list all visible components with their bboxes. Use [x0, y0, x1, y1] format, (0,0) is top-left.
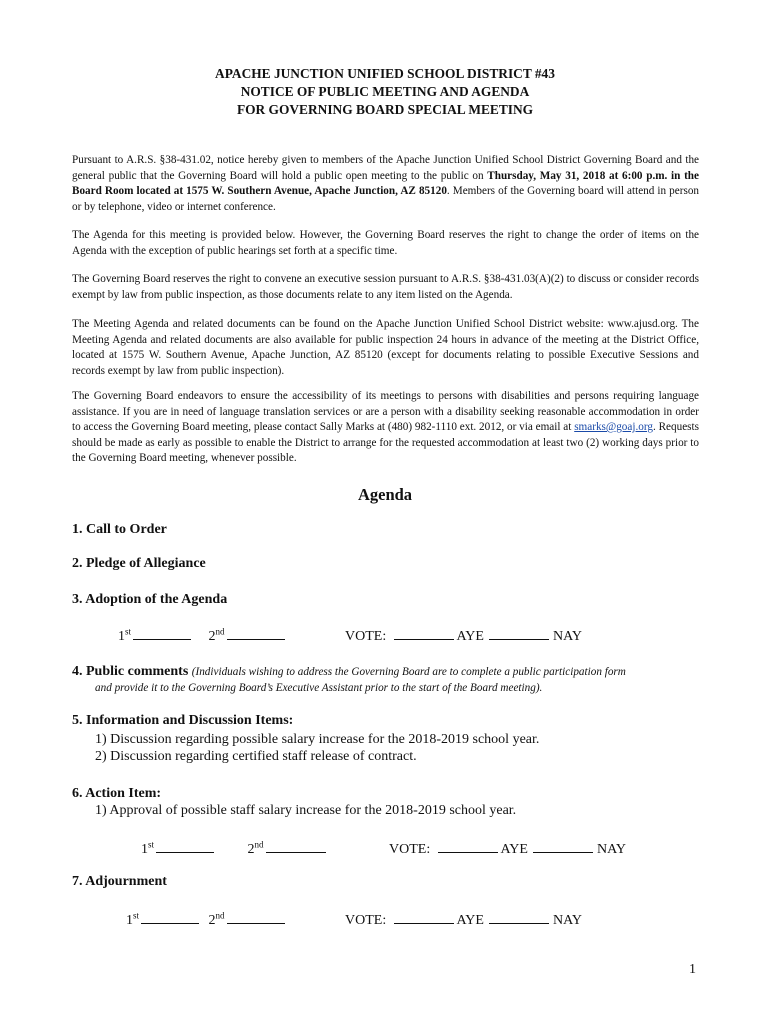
notice-paragraph-5	[72, 389, 699, 467]
notice-paragraph-3: The Governing Board reserves the right to convene an executive session pursuant to A.R.S. §38-431.03(A)(2) to discuss or consider records exempt by law from public inspection, as those documents relate to any item listed on the Agenda.	[72, 273, 699, 301]
notice-paragraph-1	[72, 153, 699, 215]
email-link[interactable]: smarks@goaj.org	[574, 421, 653, 433]
nay-blank	[489, 626, 549, 640]
agenda-item-call-to-order: 1. Call to Order	[72, 522, 167, 537]
vote-line-adoption	[118, 626, 285, 645]
header-line-3: FOR GOVERNING BOARD SPECIAL MEETING	[236, 102, 534, 117]
header-line-1: APACHE JUNCTION UNIFIED SCHOOL DISTRICT #43	[215, 66, 555, 81]
agenda-title: Agenda	[357, 485, 413, 504]
nay-blank	[489, 910, 549, 924]
agenda-item-information: 5. Information and Discussion Items:	[72, 713, 294, 728]
first-sup: st	[125, 626, 132, 637]
notice-p5-text: The Governing Board endeavors to ensure the accessibility of its meetings to persons with disabilities and persons requiring language assistance. If you are in need of language translation services or are a person with a disability seeking reasonable accommodation in order to access the Governing Board meeting, please contact Sally Marks at (480) 982-1110 ext. 2012, or via email at	[72, 390, 699, 433]
public-comments-note: (Individuals wishing to address the Governing Board are to complete a public participation form	[191, 666, 626, 678]
public-comments-note-2: and provide it to the Governing Board’s Executive Assistant prior to the start of the Board meeting).	[95, 682, 543, 694]
vote-tally-action	[389, 839, 626, 858]
second-label: 2	[208, 629, 216, 644]
second-sup: nd	[215, 910, 225, 921]
vote-tally-adjournment	[345, 910, 582, 929]
first-sup: st	[133, 910, 140, 921]
aye-label: AYE	[456, 913, 484, 928]
second-sup: nd	[215, 626, 225, 637]
second-sup: nd	[254, 839, 264, 850]
nay-label: NAY	[552, 913, 582, 928]
notice-paragraph-4: The Meeting Agenda and related documents can be found on the Apache Junction Unified School District website: www.ajusd.org. The Meeting Agenda and related documents are also available for public inspection 24 hours in advance of the meeting at the District Office, located at 1575 W. Southern Avenue, Apache Junction, AZ 85120 (except for documents relating to possible Executive Sessions and records exempt by law from public inspection).	[72, 318, 699, 377]
vote-line-adjournment	[126, 910, 285, 929]
vote-label: VOTE:	[345, 629, 387, 644]
agenda-item-adoption: 3. Adoption of the Agenda	[72, 592, 228, 607]
second-label: 2	[247, 842, 255, 857]
notice-p1-text-end: . Members of the Governing board will attend in person or by telephone, video or internet conference.	[72, 185, 700, 213]
first-blank	[141, 910, 199, 924]
first-label: 1	[141, 842, 148, 857]
notice-paragraph-2: The Agenda for this meeting is provided below. However, the Governing Board reserves the right to change the order of items on the Agenda with the exception of public hearings set forth at a specific time.	[72, 229, 699, 257]
information-sub-1: 1) Discussion regarding possible salary increase for the 2018-2019 school year.	[95, 732, 540, 747]
notice-p1-bold: Thursday, May 31, 2018 at 6:00 p.m. in the Board Room located at 1575 W. Southern Avenue, Apache Junction, AZ 85120	[72, 169, 699, 197]
nay-blank	[533, 839, 593, 853]
second-blank	[227, 626, 285, 640]
aye-label: AYE	[456, 629, 484, 644]
first-blank	[156, 839, 214, 853]
second-label: 2	[208, 913, 216, 928]
first-label: 1	[126, 913, 133, 928]
header-line-2: NOTICE OF PUBLIC MEETING AND AGENDA	[240, 84, 530, 99]
first-sup: st	[148, 839, 155, 850]
first-blank	[133, 626, 191, 640]
agenda-item-adjournment: 7. Adjournment	[72, 874, 167, 889]
agenda-item-public-comments	[72, 664, 626, 680]
nay-label: NAY	[596, 842, 626, 857]
agenda-item-pledge: 2. Pledge of Allegiance	[72, 556, 206, 571]
agenda-item-action: 6. Action Item:	[72, 786, 162, 801]
vote-line-action	[141, 839, 326, 858]
aye-blank	[394, 910, 454, 924]
aye-blank	[394, 626, 454, 640]
first-label: 1	[118, 629, 125, 644]
nay-label: NAY	[552, 629, 582, 644]
vote-label: VOTE:	[345, 913, 387, 928]
vote-tally-adoption	[345, 626, 582, 645]
page-number: 1	[689, 962, 696, 977]
notice-p1-text: Pursuant to A.R.S. §38-431.02, notice hereby given to members of the Apache Junction Unified School District Governing Board and the general public that the Governing Board will hold a public open meeting to the public on	[72, 154, 699, 182]
second-blank	[227, 910, 285, 924]
notice-p5-text-end: . Requests should be made as early as possible to enable the District to arrange for the requested accommodation at least two (2) working days prior to the Governing Board meeting, whenever possible.	[72, 421, 699, 464]
public-comments-label: 4. Public comments	[72, 664, 189, 679]
second-blank	[266, 839, 326, 853]
vote-label: VOTE:	[389, 842, 431, 857]
aye-blank	[438, 839, 498, 853]
aye-label: AYE	[500, 842, 528, 857]
action-sub-1: 1) Approval of possible staff salary increase for the 2018-2019 school year.	[95, 803, 517, 818]
information-sub-2: 2) Discussion regarding certified staff release of contract.	[95, 749, 417, 764]
